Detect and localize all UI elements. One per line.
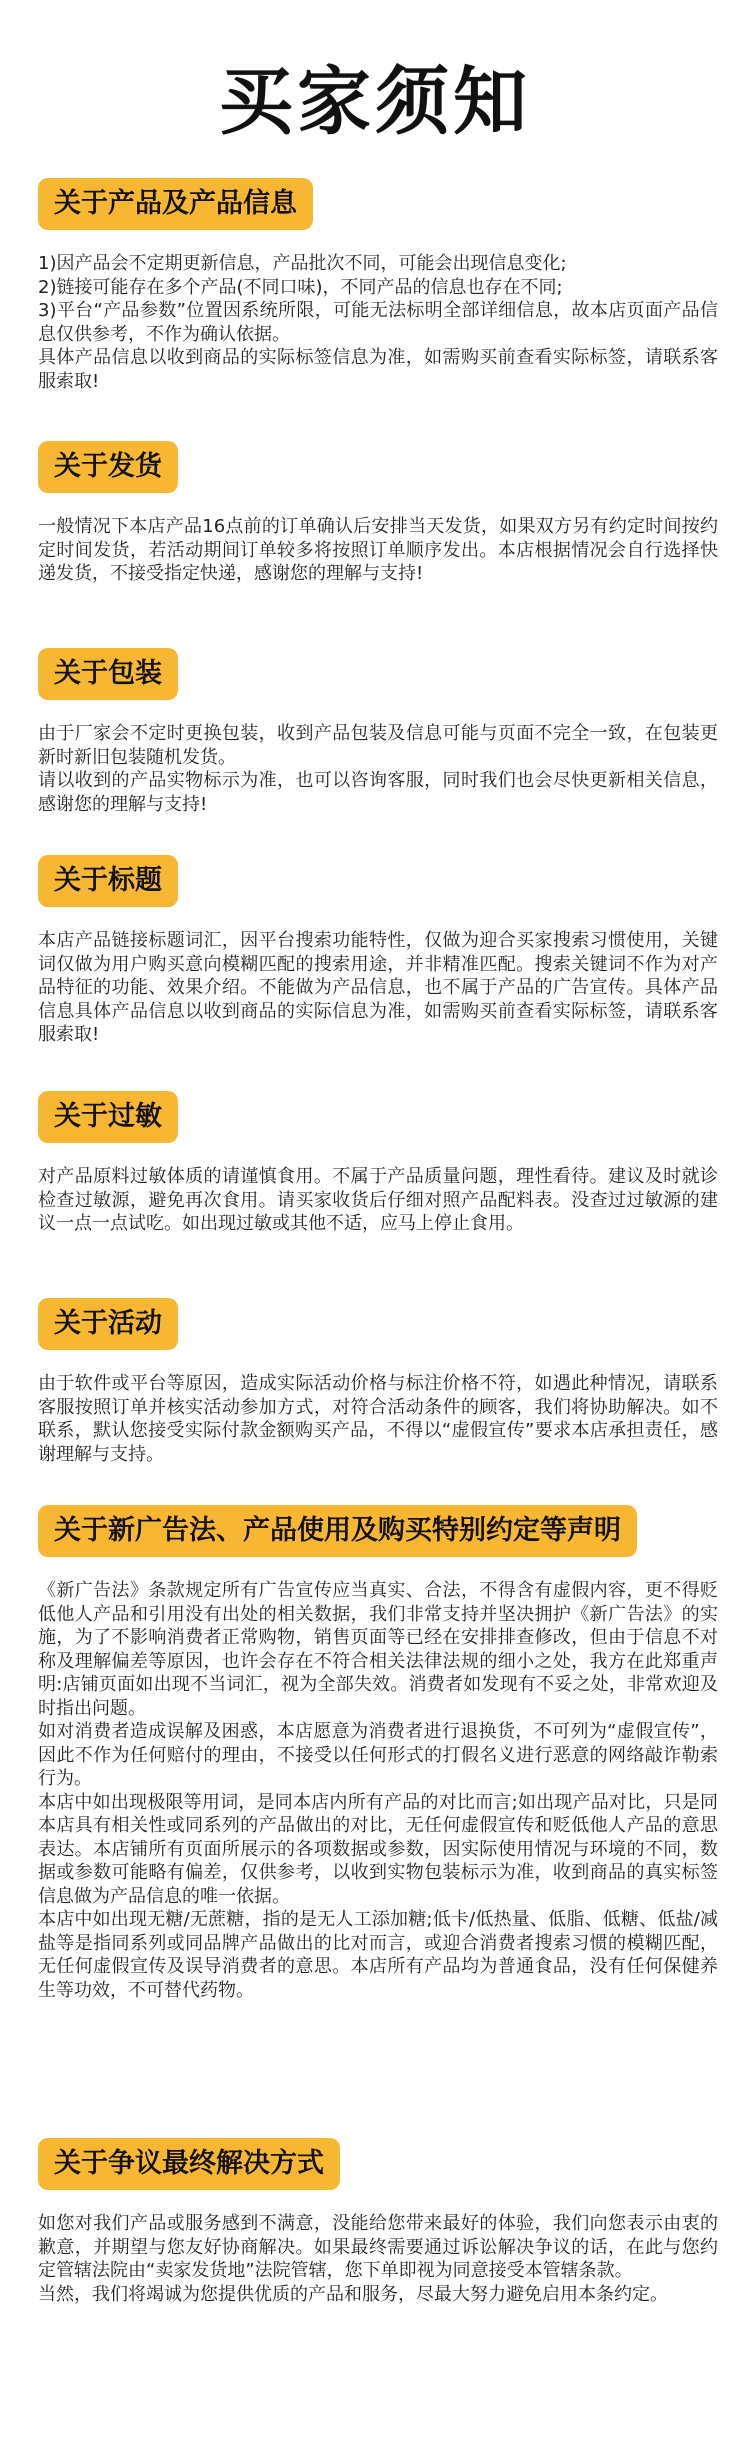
paragraph: 1)因产品会不定期更新信息，产品批次不同，可能会出现信息变化; — [38, 253, 567, 274]
section-body — [38, 2212, 718, 2306]
section-body — [38, 252, 718, 393]
section-body — [38, 929, 718, 1047]
paragraph: 如对消费者造成误解及困惑，本店愿意为消费者进行退换货，不可列为“虚假宣传”，因此不作为任何赔付的理由，不接受以任何形式的打假名义进行恶意的网络敲诈勒索行为。 — [38, 1721, 718, 1789]
section-packaging — [38, 648, 718, 816]
paragraph: 由于厂家会不定时更换包装，收到产品包装及信息可能与页面不完全一致，在包装更新时新旧包装随机发货。 — [38, 723, 718, 768]
paragraph: 由于软件或平台等原因，造成实际活动价格与标注价格不符，如遇此种情况，请联系客服按照订单并核实活动参加方式，对符合活动条件的顾客，我们将协助解决。如不联系，默认您接受实际付款金额购买产品，不得以“虚假宣传”要求本店承担责任，感谢理解与支持。 — [38, 1373, 718, 1465]
paragraph: 如您对我们产品或服务感到不满意，没能给您带来最好的体验，我们向您表示由衷的歉意，并期望与您友好协商解决。如果最终需要通过诉讼解决争议的话，在此与您约定管辖法院由“卖家发货地”法院管辖，您下单即视为同意接受本管辖条款。 — [38, 2213, 718, 2281]
section-heading: 关于发货 — [38, 441, 178, 493]
paragraph: 当然，我们将竭诚为您提供优质的产品和服务，尽最大努力避免启用本条约定。 — [38, 2283, 668, 2305]
section-ad-law-statement — [38, 1505, 718, 2002]
section-product-info — [38, 178, 718, 393]
section-heading: 关于活动 — [38, 1298, 178, 1350]
section-shipping — [38, 441, 718, 586]
page-title: 买家须知 — [219, 59, 531, 145]
section-body — [38, 1372, 718, 1466]
paragraph: 3)平台“产品参数”位置因系统所限，可能无法标明全部详细信息，故本店页面产品信息仅供参考，不作为确认依据。 — [38, 300, 718, 345]
paragraph: 对产品原料过敏体质的请谨慎食用。不属于产品质量问题，理性看待。建议及时就诊检查过敏源，避免再次食用。请买家收货后仔细对照产品配料表。没查过过敏源的建议一点一点试吃。如出现过敏或其他不适，应马上停止食用。 — [38, 1166, 718, 1234]
section-heading: 关于标题 — [38, 855, 178, 907]
section-body — [38, 1165, 718, 1236]
section-body — [38, 1579, 718, 2002]
section-heading: 关于包装 — [38, 648, 178, 700]
paragraph: 具体产品信息以收到商品的实际标签信息为准，如需购买前查看实际标签，请联系客服索取! — [38, 347, 718, 392]
section-allergy — [38, 1091, 718, 1236]
section-heading: 关于争议最终解决方式 — [38, 2138, 340, 2190]
section-heading: 关于新广告法、产品使用及购买特别约定等声明 — [38, 1505, 637, 1557]
section-body — [38, 722, 718, 816]
section-promotion — [38, 1298, 718, 1466]
paragraph: 2)链接可能存在多个产品(不同口味)，不同产品的信息也存在不同; — [38, 276, 563, 298]
paragraph: 请以收到的产品实物标示为准，也可以咨询客服，同时我们也会尽快更新相关信息，感谢您的理解与支持! — [38, 770, 718, 815]
section-dispute-resolution — [38, 2138, 718, 2306]
paragraph: 本店中如出现无糖/无蔗糖，指的是无人工添加糖;低卡/低热量、低脂、低糖、低盐/减盐等是指同系列或同品牌产品做出的比对而言，或迎合消费者搜索习惯的模糊匹配，无任何虚假宣传及误导消费者的意思。本店所有产品均为普通食品，没有任何保健养生等功效，不可替代药物。 — [38, 1909, 718, 2001]
section-heading: 关于过敏 — [38, 1091, 178, 1143]
section-title-notice — [38, 855, 718, 1047]
paragraph: 《新广告法》条款规定所有广告宣传应当真实、合法，不得含有虚假内容，更不得贬低他人产品和引用没有出处的相关数据，我们非常支持并坚决拥护《新广告法》的实施，为了不影响消费者正常购物，销售页面等已经在安排排查修改，但由于信息不对称及理解偏差等原因，也许会存在不符合相关法律法规的细小之处，我方在此郑重声明:店铺页面如出现不当词汇，视为全部失效。消费者如发现有不妥之处，非常欢迎及时指出问题。 — [38, 1580, 718, 1719]
paragraph: 本店产品链接标题词汇，因平台搜索功能特性，仅做为迎合买家搜索习惯使用，关键词仅做为用户购买意向模糊匹配的搜索用途，并非精准匹配。搜索关键词不作为对产品特征的功能、效果介绍。不能做为产品信息，也不属于产品的广告宣传。具体产品信息具体产品信息以收到商品的实际信息为准，如需购买前查看实际标签，请联系客服索取! — [38, 930, 718, 1045]
paragraph: 本店中如出现极限等用词，是同本店内所有产品的对比而言;如出现产品对比，只是同本店具有相关性或同系列的产品做出的对比，无任何虚假宣传和贬低他人产品的意思表达。本店铺所有页面所展示的各项数据或参数，因实际使用情况与环境的不同，数据或参数可能略有偏差，仅供参考，以收到实物包装标示为准，收到商品的真实标签信息做为产品信息的唯一依据。 — [38, 1791, 718, 1907]
section-body — [38, 515, 718, 586]
paragraph: 一般情况下本店产品16点前的订单确认后安排当天发货，如果双方另有约定时间按约定时间发货，若活动期间订单较多将按照订单顺序发出。本店根据情况会自行选择快递发货，不接受指定快递，感谢您的理解与支持! — [38, 516, 718, 584]
section-heading: 关于产品及产品信息 — [38, 178, 313, 230]
